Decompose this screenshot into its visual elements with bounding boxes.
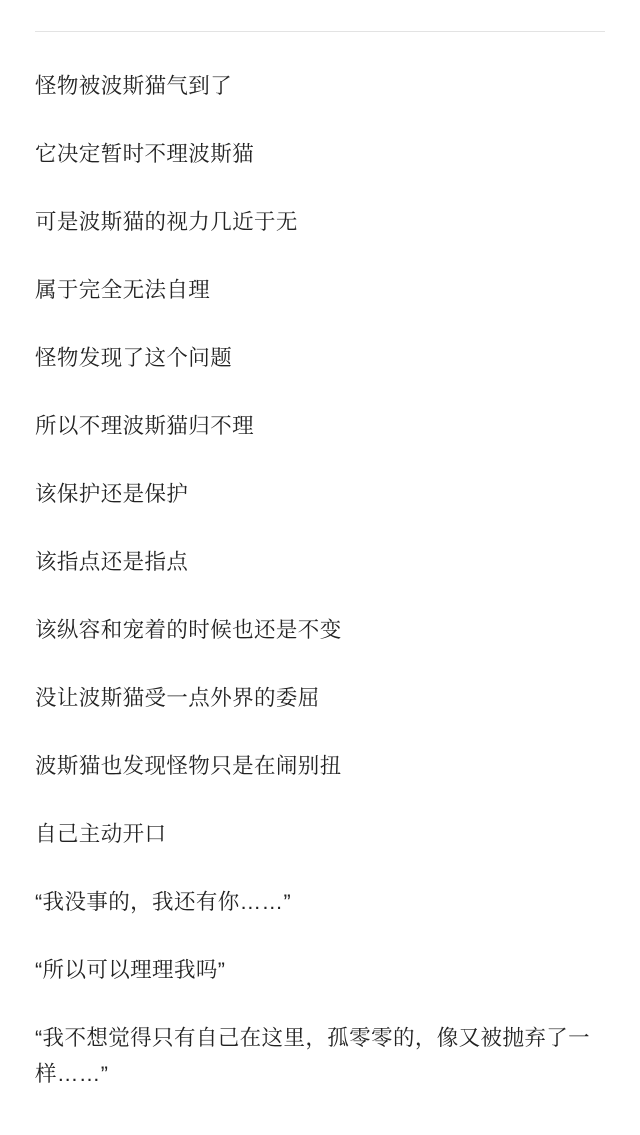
paragraph: 可是波斯猫的视力几近于无 — [35, 210, 298, 234]
paragraph: 没让波斯猫受一点外界的委屈 — [35, 686, 320, 710]
paragraph: 自己主动开口 — [35, 822, 167, 846]
paragraph: 属于完全无法自理 — [35, 278, 211, 302]
paragraph: “所以可以理理我吗” — [35, 958, 226, 982]
article-body — [35, 68, 610, 1092]
paragraph: 该指点还是指点 — [35, 550, 189, 574]
paragraph: “我没事的，我还有你……” — [35, 890, 292, 914]
paragraph: 该纵容和宠着的时候也还是不变 — [35, 618, 342, 642]
paragraph: 所以不理波斯猫归不理 — [35, 414, 255, 438]
top-divider — [35, 31, 605, 32]
paragraph: 怪物发现了这个问题 — [35, 346, 233, 370]
paragraph: 波斯猫也发现怪物只是在闹别扭 — [35, 754, 342, 778]
paragraph: “我不想觉得只有自己在这里，孤零零的，像又被抛弃了一样……” — [35, 1026, 591, 1086]
paragraph: 怪物被波斯猫气到了 — [35, 74, 233, 98]
paragraph: 该保护还是保护 — [35, 482, 189, 506]
paragraph: 它决定暂时不理波斯猫 — [35, 142, 255, 166]
